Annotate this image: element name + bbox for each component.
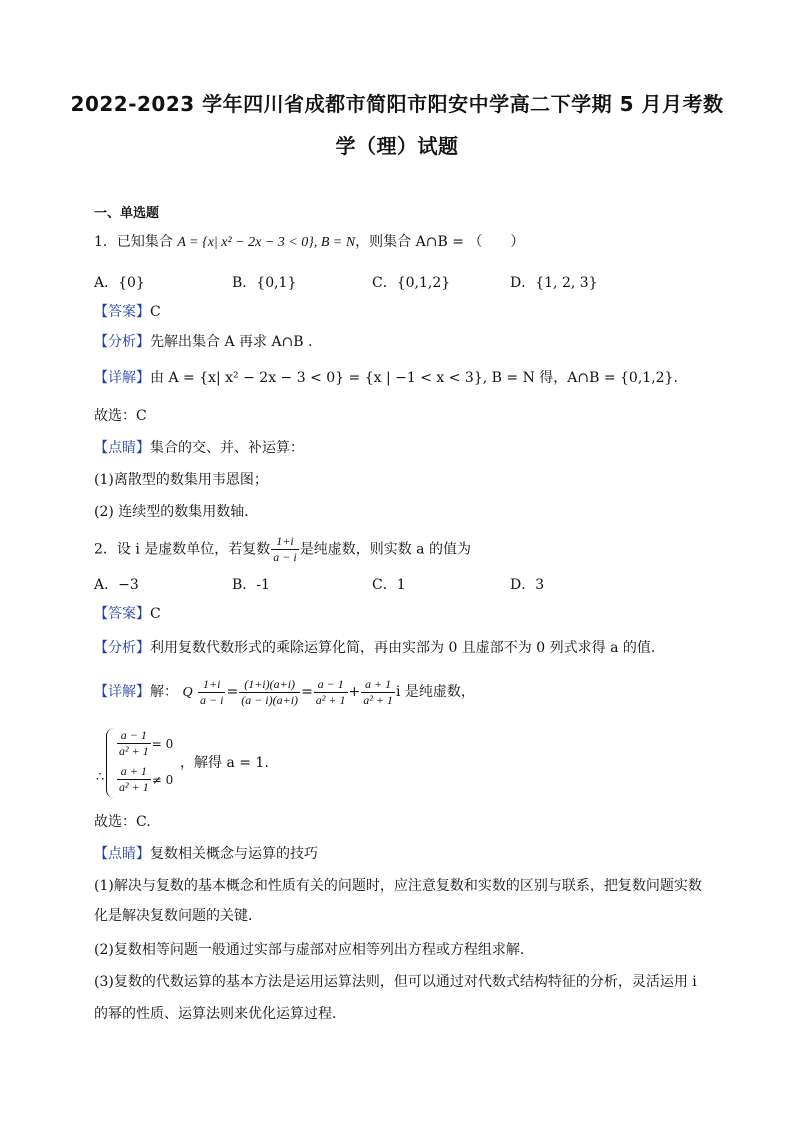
- q2-tip-1b: 化是解决复数问题的关键．: [94, 908, 262, 924]
- q2-tip-3b: 的幂的性质、运算法则来优化运算过程．: [94, 1006, 346, 1022]
- q1-choose: 故选：C: [94, 408, 147, 424]
- q2-answer-value: C: [150, 606, 161, 622]
- q2-sys2-num: a + 1: [117, 764, 151, 780]
- q2-f3-num: a − 1: [314, 677, 348, 693]
- q1-tip: [94, 438, 304, 458]
- q1-detail: [94, 368, 678, 388]
- q2-f2-den: (a − i)(a+i): [241, 692, 299, 707]
- q2-f1-num: 1+i: [198, 677, 225, 693]
- q1-option-d: D．{1, 2, 3}: [510, 275, 598, 291]
- q1-tip-text: 集合的交、并、补运算：: [150, 440, 304, 456]
- q2-solve: ，解得 a = 1.: [180, 755, 269, 771]
- q2-system-row-2: [116, 764, 173, 795]
- q2-answer-tag: 【答案】: [94, 606, 150, 622]
- q2-fraction-2: [239, 677, 300, 708]
- q2-analysis-text: 利用复数代数形式的乘除运算化简，再由实部为 0 且虚部不为 0 列式求得 a 的值.: [150, 640, 656, 656]
- q1-analysis-tag: 【分析】: [94, 334, 150, 350]
- q2-answer: [94, 604, 161, 624]
- q1-stem-suffix: ，则集合 A∩B = （ ）: [355, 234, 525, 250]
- q1-option-b: B．{0,1}: [232, 275, 297, 291]
- q2-detail-b: i 是纯虚数，: [395, 684, 475, 700]
- q1-stem-set: A = {x| x² − 2x − 3 < 0}, B = N: [177, 235, 356, 250]
- q2-detail: 【详解】解： Q $\frac{1+i}{a - i}$ = $\frac{(1+i)(a+i)}{(a - i)(a+i)}$ = $\frac{a - 1}{\text{a² + 1}}$ + $\frac{a + 1}{\text{a² + 1}}$ i 是纯虚数，: [94, 676, 475, 707]
- q2-tip-1a: (1)解决与复数的基本概念和性质有关的问题时，应注意复数和实数的区别与联系，把复数问题实数: [94, 878, 702, 894]
- q2-stem-fraction: [271, 534, 298, 565]
- q2-detail-a: 解：: [150, 684, 178, 700]
- q2-sys2-fraction: [117, 764, 151, 795]
- q2-sys1-fraction: [117, 728, 151, 759]
- q2-detail-q: Q: [182, 685, 193, 700]
- q2-equation-system: [96, 728, 276, 798]
- q1-analysis: [94, 332, 313, 352]
- q2-fraction-3: [314, 677, 348, 708]
- q2-tip-text: 复数相关概念与运算的技巧: [150, 846, 318, 862]
- q1-answer-tag: 【答案】: [94, 304, 150, 320]
- q2-fraction-1: [198, 677, 225, 708]
- q2-stem-b: 是纯虚数，则实数 a 的值为: [299, 541, 471, 558]
- q2-system-row-1: [116, 728, 173, 759]
- q1-tip-tag: 【点睛】: [94, 440, 150, 456]
- q1-tip-2: (2) 连续型的数集用数轴．: [94, 504, 259, 520]
- q2-stem: [94, 534, 471, 562]
- q1-answer: [94, 302, 161, 322]
- q2-sys1-den: a² + 1: [119, 744, 149, 758]
- section-heading: 一、单选题: [94, 206, 160, 221]
- document-title-line-2: 学（理）试题: [335, 134, 459, 158]
- q1-answer-value: C: [150, 304, 161, 320]
- q1-detail-tag: 【详解】: [94, 370, 150, 386]
- q2-f2-num: (1+i)(a+i): [239, 677, 300, 693]
- q1-option-c: C．{0,1,2}: [372, 275, 451, 291]
- q2-option-b: B．-1: [232, 577, 270, 593]
- document-title-line-1: 2022-2023 学年四川省成都市简阳市阳安中学高二下学期 5 月月考数: [70, 92, 724, 116]
- q2-sys2-rel: ≠ 0: [151, 773, 174, 787]
- q2-option-c: C．1: [372, 577, 406, 593]
- q2-option-a: A．−3: [94, 577, 139, 593]
- q2-stem-frac-den: a − i: [273, 550, 297, 564]
- q1-analysis-text: 先解出集合 A 再求 A∩B .: [150, 334, 313, 350]
- q2-therefore: ∴: [96, 770, 105, 785]
- q2-analysis-tag: 【分析】: [94, 640, 150, 656]
- q1-option-a: A．{0}: [94, 275, 145, 291]
- q2-choose: 故选：C.: [94, 814, 151, 830]
- q2-f3-den: a² + 1: [315, 692, 346, 707]
- q2-stem-frac-num: 1+i: [271, 534, 298, 550]
- q2-tip-tag: 【点睛】: [94, 846, 150, 862]
- q1-tip-1: (1)离散型的数集用韦恩图；: [94, 472, 268, 488]
- q1-detail-text: 由 A = {x| x² − 2x − 3 < 0} = {x | −1 < x < 3}, B = N 得，A∩B = {0,1,2}.: [150, 370, 678, 386]
- q2-f4-den: a² + 1: [363, 692, 393, 707]
- q2-f1-den: a − i: [200, 692, 224, 707]
- q2-stem-a: 2．设 i 是虚数单位，若复数: [94, 541, 271, 558]
- q2-fraction-4: [361, 677, 395, 708]
- q2-tip-3a: (3)复数的代数运算的基本方法是运用运算法则，但可以通过对代数式结构特征的分析，灵活运用 i: [94, 974, 697, 990]
- q2-sys1-num: a − 1: [117, 728, 151, 744]
- q1-stem-prefix: 1．已知集合: [94, 234, 178, 250]
- q2-sys1-rel: = 0: [151, 737, 174, 751]
- q2-f4-num: a + 1: [361, 677, 395, 693]
- q2-analysis: [94, 638, 655, 658]
- q1-stem: [94, 232, 524, 253]
- q2-tip-2: (2)复数相等问题一般通过实部与虚部对应相等列出方程或方程组求解．: [94, 942, 534, 958]
- q2-detail-tag: 【详解】: [94, 684, 150, 700]
- q2-tip: [94, 844, 318, 864]
- q2-sys2-den: a² + 1: [119, 780, 149, 794]
- q2-option-d: D．3: [510, 577, 545, 593]
